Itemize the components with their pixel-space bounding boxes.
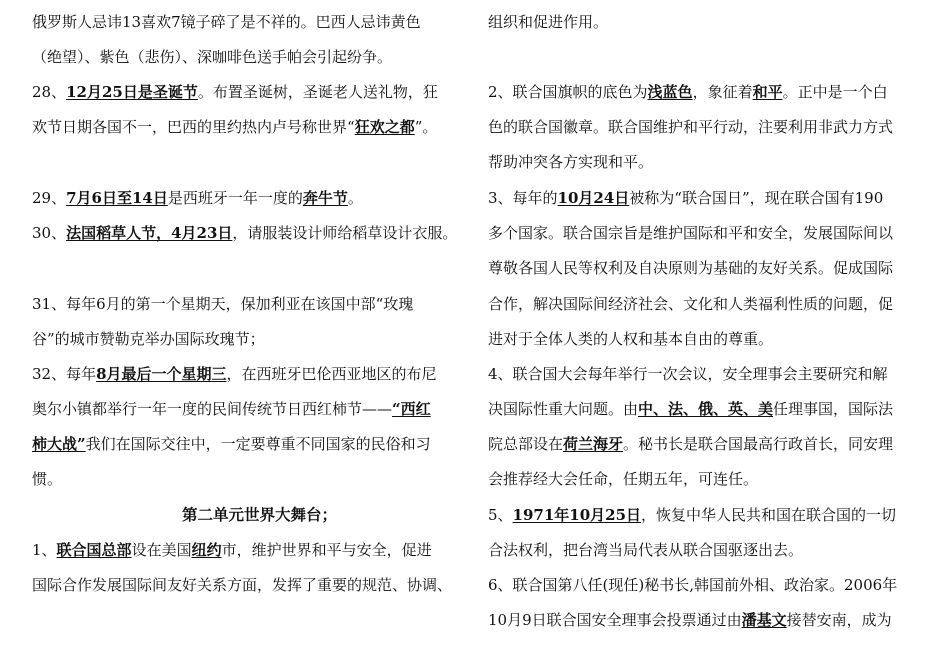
item-30 (32, 223, 457, 243)
item-28-line-1 (32, 82, 438, 102)
un-item-6-line-2 (488, 610, 892, 630)
item-number: 30、 (32, 224, 67, 242)
item-32-line-3 (32, 434, 431, 454)
text-span: 10月9日联合国安全理事会投票通过由 (488, 611, 742, 629)
secretary-general-name: 潘基文 (741, 611, 787, 629)
un-item-3-line-3: 尊敬各国人民等权利及自决原则为基础的友好关系。促成国际 (488, 259, 894, 277)
un-item-2-line-3: 帮助冲突各方实现和平。 (488, 153, 654, 171)
item-number: 1、 (32, 541, 57, 559)
restoration-date: 1971年10月25日 (512, 506, 642, 524)
text-line: 组织和促进作用。 (488, 13, 609, 31)
text-span: 。秘书长是联合国最高行政首长，同安理 (623, 435, 894, 453)
text-span: 奥尔小镇都举行一年一度的民间传统节日西红柿节—— (32, 400, 393, 418)
text-span: ，请服装设计师给稻草设计衣服。 (232, 224, 458, 242)
text-span: 。 (347, 189, 363, 207)
flag-color: 浅蓝色 (647, 83, 693, 101)
text-span: 3、每年的 (488, 189, 558, 207)
permanent-members: 中、法、俄、英、美 (638, 400, 774, 418)
item-32-line-1 (32, 364, 437, 384)
un-item-3-line-4: 合作，解决国际间经济社会、文化和人类福利性质的问题，促 (488, 295, 894, 313)
text-span: 接替安南，成为 (786, 611, 892, 629)
text-span: 是西班牙一年一度的 (167, 189, 303, 207)
item-number: 5、 (488, 506, 513, 524)
the-hague: 荷兰海牙 (563, 435, 624, 453)
text-span: 市，维护世界和平与安全，促进 (221, 541, 432, 559)
un-item-2-line-1 (488, 82, 888, 102)
item-32-line-2 (32, 399, 431, 419)
text-span: 院总部设在 (488, 435, 564, 453)
christmas-date: 12月25日是圣诞节 (66, 83, 198, 101)
tomato-battle: 柿大战” (32, 435, 86, 453)
new-york: 纽约 (191, 541, 222, 559)
bull-run-date: 7月6日至14日 (66, 189, 168, 207)
item-number: 32、每年 (32, 365, 97, 383)
un-item-4-line-1: 4、联合国大会每年举行一次会议，安全理事会主要研究和解 (488, 365, 888, 383)
un-item-6-line-1: 6、联合国第八任(现任)秘书长,韩国前外相、政治家。2006年 (488, 576, 898, 594)
un-item-4-line-4: 会推荐经大会任命，任期五年，可连任。 (488, 470, 759, 488)
carnival-capital: 狂欢之都 (354, 118, 415, 136)
un-item-5-line-2: 合法权利，把台湾当局代表从联合国驱逐出去。 (488, 541, 804, 559)
text-span: 。正中是一个白 (782, 83, 888, 101)
tomatina-date: 8月最后一个星期三 (96, 365, 227, 383)
text-span: ，恢复中华人民共和国在联合国的一切 (641, 506, 897, 524)
quote-mark: “ (347, 118, 355, 136)
un-headquarters: 联合国总部 (56, 541, 132, 559)
peace-word: 和平 (752, 83, 783, 101)
text-span: 2、联合国旗帜的底色为 (488, 83, 648, 101)
bull-run-festival: 奔牛节 (302, 189, 348, 207)
text-span: ，象征着 (692, 83, 753, 101)
item-31-line-1: 31、每年6月的第一个星期天，保加利亚在该国中部“玫瑰 (32, 295, 414, 313)
item-number: 29、 (32, 189, 67, 207)
text-line: 俄罗斯人忌讳13喜欢7镜子碎了是不祥的。巴西人忌讳黄色 (32, 13, 421, 31)
un-item-2-line-2: 色的联合国徽章。联合国维护和平行动，注要利用非武力方式 (488, 118, 894, 136)
item-28-line-2 (32, 117, 437, 137)
un-item-3-line-1 (488, 188, 883, 208)
item-29 (32, 188, 363, 208)
un-item-4-line-3 (488, 434, 893, 454)
text-span: 被称为“联合国日”，现在联合国有190 (629, 189, 884, 207)
tomato-battle: “西红 (392, 400, 431, 418)
un-item-3-line-5: 进对于全体人类的人权和基本自由的尊重。 (488, 330, 774, 348)
text-line: （绝望）、紫色（悲伤）、深咖啡色送手帕会引起纷争。 (32, 48, 393, 66)
item-31-line-2: 谷”的城市赞勒克举办国际玫瑰节； (32, 330, 265, 348)
text-span: 设在美国 (131, 541, 192, 559)
un-day-date: 10月24日 (557, 189, 630, 207)
quote-mark: ”。 (414, 118, 438, 136)
text-span: 。布置圣诞树，圣诞老人送礼物，狂 (197, 83, 438, 101)
un-item-5-line-1 (488, 505, 896, 525)
unit-heading: 第二单元世界大舞台； (182, 505, 338, 524)
text-span: 任理事国，国际法 (773, 400, 894, 418)
scarecrow-festival: 法国稻草人节，4月23日 (66, 224, 233, 242)
item-32-line-4: 惯。 (32, 470, 63, 488)
item-number: 28、 (32, 83, 67, 101)
un-item-1-line-2: 国际合作发展国际间友好关系方面，发挥了重要的规范、协调、 (32, 576, 453, 594)
text-span: 我们在国际交往中，一定要尊重不同国家的民俗和习 (85, 435, 431, 453)
un-item-1-line-1 (32, 540, 432, 560)
text-span: 决国际性重大问题。由 (488, 400, 639, 418)
un-item-3-line-2: 多个国家。联合国宗旨是维护国际和平和安全，发展国际间以 (488, 224, 894, 242)
text-span: ，在西班牙巴伦西亚地区的布尼 (226, 365, 437, 383)
un-item-4-line-2 (488, 399, 893, 419)
text-span: 欢节日期各国不一，巴西的里约热内卢号称世界 (32, 118, 348, 136)
